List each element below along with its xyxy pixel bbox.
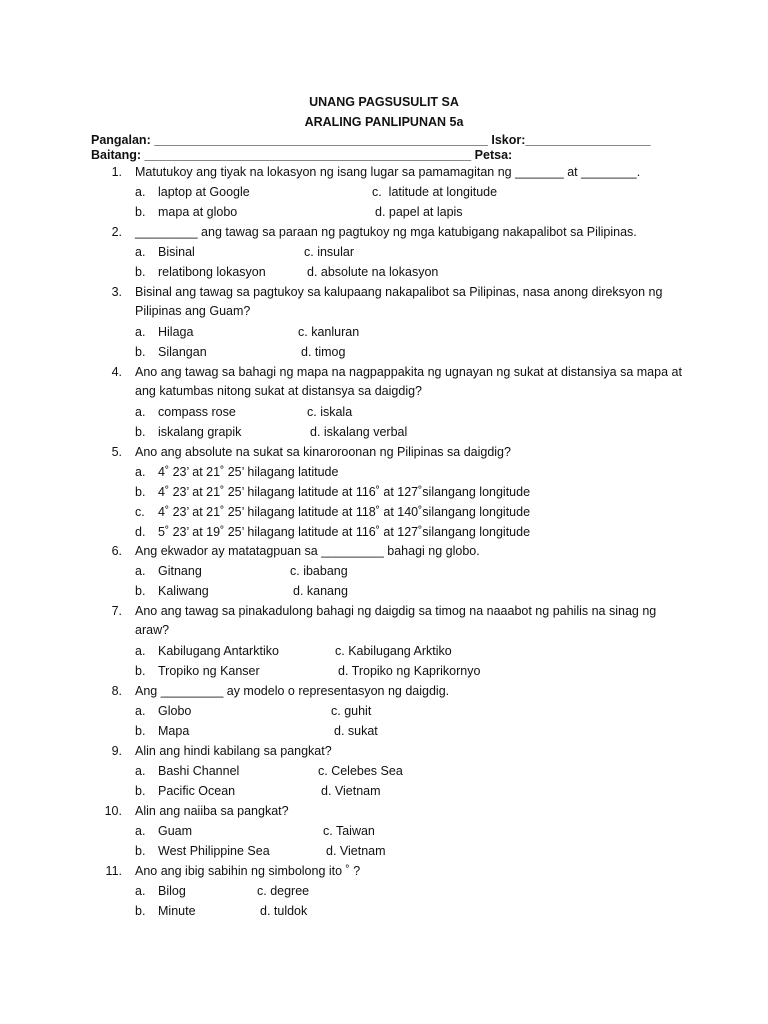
option-letter: d. xyxy=(135,525,146,539)
option-letter: b. xyxy=(135,205,146,219)
option-text: Tropiko ng Kanser xyxy=(158,664,260,678)
option-letter: a. xyxy=(135,644,146,658)
question-text: araw? xyxy=(135,623,170,637)
option-letter: a. xyxy=(135,245,146,259)
question-number: 7. xyxy=(111,604,122,618)
question-number: 9. xyxy=(111,744,122,758)
option-letter: b. xyxy=(135,844,146,858)
option-letter: a. xyxy=(135,185,146,199)
option-text: d. kanang xyxy=(293,584,348,598)
question-number: 8. xyxy=(111,684,122,698)
option-text: d. timog xyxy=(301,345,346,359)
option-text: Gitnang xyxy=(158,564,202,578)
question-text: Ano ang tawag sa pinakadulong bahagi ng daigdig sa timog na naaabot ng pahilis na sinag ng xyxy=(135,604,657,618)
question-number: 11. xyxy=(105,864,122,878)
option-text: Guam xyxy=(158,824,193,838)
question-number: 4. xyxy=(111,365,122,379)
option-text: Silangan xyxy=(158,345,207,359)
option-text: c. ibabang xyxy=(290,564,348,578)
option-letter: b. xyxy=(135,584,146,598)
option-letter: a. xyxy=(135,764,146,778)
option-text: Pacific Ocean xyxy=(158,784,236,798)
option-text: compass rose xyxy=(158,405,236,419)
question-number: 3. xyxy=(111,285,122,299)
option-text: 5˚ 23’ at 19˚ 25’ hilagang latitude at 116˚ at 127˚silangang longitude xyxy=(158,525,531,539)
option-text: laptop at Google xyxy=(158,185,250,199)
option-text: c. Kabilugang Arktiko xyxy=(335,644,452,658)
title-line-1: UNANG PAGSUSULIT SA xyxy=(309,95,459,109)
option-letter: b. xyxy=(135,664,146,678)
option-text: Hilaga xyxy=(158,325,194,339)
option-text: c. guhit xyxy=(331,704,372,718)
question-text: Ano ang tawag sa bahagi ng mapa na nagpappakita ng ugnayan ng sukat at distansiya sa mapa at xyxy=(135,365,682,379)
option-text: d. iskalang verbal xyxy=(310,425,408,439)
question-text: Bisinal ang tawag sa pagtukoy sa kalupaang nakapalibot sa Pilipinas, nasa anong direksyon ng xyxy=(135,285,663,299)
option-text: d. papel at lapis xyxy=(375,205,463,219)
option-text: Mapa xyxy=(158,724,190,738)
option-text: d. sukat xyxy=(334,724,378,738)
option-text: c. kanluran xyxy=(298,325,360,339)
option-letter: b. xyxy=(135,904,146,918)
option-text: c. latitude at longitude xyxy=(372,185,498,199)
option-text: mapa at globo xyxy=(158,205,238,219)
option-letter: b. xyxy=(135,784,146,798)
option-text: relatibong lokasyon xyxy=(158,265,266,279)
question-text: Alin ang naiiba sa pangkat? xyxy=(135,804,289,818)
option-text: c. degree xyxy=(257,884,310,898)
question-text: _________ ang tawag sa paraan ng pagtukoy ng mga katubigang nakapalibot sa Pilipinas. xyxy=(135,225,637,239)
option-letter: b. xyxy=(135,724,146,738)
option-letter: a. xyxy=(135,405,146,419)
question-text: Alin ang hindi kabilang sa pangkat? xyxy=(135,744,332,758)
question-text: Matutukoy ang tiyak na lokasyon ng isang lugar sa pamamagitan ng _______ at ________. xyxy=(135,165,641,179)
option-letter: a. xyxy=(135,704,146,718)
option-text: d. absolute na lokasyon xyxy=(307,265,439,279)
option-letter: a. xyxy=(135,884,146,898)
option-text: d. tuldok xyxy=(260,904,308,918)
question-text: Ano ang absolute na sukat sa kinaroroonan ng Pilipinas sa daigdig? xyxy=(135,445,511,459)
option-letter: a. xyxy=(135,564,146,578)
option-letter: b. xyxy=(135,265,146,279)
option-letter: b. xyxy=(135,345,146,359)
question-text: Ano ang ibig sabihin ng simbolong ito ˚ ? xyxy=(135,864,361,878)
option-text: 4˚ 23’ at 21˚ 25’ hilagang latitude at 116˚ at 127˚silangang longitude xyxy=(158,485,531,499)
option-text: Bilog xyxy=(158,884,186,898)
option-text: Globo xyxy=(158,704,192,718)
question-text: ang katumbas nitong sukat at distansya sa daigdig? xyxy=(135,384,422,398)
option-text: c. insular xyxy=(304,245,355,259)
option-text: Kaliwang xyxy=(158,584,209,598)
question-number: 2. xyxy=(111,225,122,239)
option-text: d. Tropiko ng Kaprikornyo xyxy=(338,664,481,678)
option-text: West Philippine Sea xyxy=(158,844,270,858)
option-text: Bashi Channel xyxy=(158,764,240,778)
name-score-line: Pangalan: ________________________________________________ Iskor:__________________ xyxy=(91,133,651,147)
question-text: Ang _________ ay modelo o representasyon ng daigdig. xyxy=(135,684,450,698)
question-text: Ang ekwador ay matatagpuan sa _________ bahagi ng globo. xyxy=(135,544,480,558)
option-letter: b. xyxy=(135,485,146,499)
option-text: c. iskala xyxy=(307,405,353,419)
option-text: iskalang grapik xyxy=(158,425,242,439)
option-text: Kabilugang Antarktiko xyxy=(158,644,279,658)
option-letter: a. xyxy=(135,325,146,339)
option-letter: c. xyxy=(135,505,145,519)
option-text: 4˚ 23’ at 21˚ 25’ hilagang latitude at 118˚ at 140˚silangang longitude xyxy=(158,505,531,519)
option-letter: a. xyxy=(135,824,146,838)
question-number: 10. xyxy=(104,804,122,818)
option-text: d. Vietnam xyxy=(326,844,386,858)
option-text: 4˚ 23’ at 21˚ 25’ hilagang latitude xyxy=(158,465,339,479)
title-line-2: ARALING PANLIPUNAN 5a xyxy=(304,115,464,129)
question-number: 6. xyxy=(111,544,122,558)
option-letter: b. xyxy=(135,425,146,439)
question-number: 5. xyxy=(111,445,122,459)
question-text: Pilipinas ang Guam? xyxy=(135,304,251,318)
question-number: 1. xyxy=(111,165,122,179)
option-text: c. Celebes Sea xyxy=(318,764,403,778)
grade-date-line: Baitang: _______________________________________________ Petsa: xyxy=(91,148,513,162)
option-text: Minute xyxy=(158,904,196,918)
option-text: d. Vietnam xyxy=(321,784,381,798)
option-letter: a. xyxy=(135,465,146,479)
option-text: c. Taiwan xyxy=(323,824,375,838)
option-text: Bisinal xyxy=(158,245,195,259)
